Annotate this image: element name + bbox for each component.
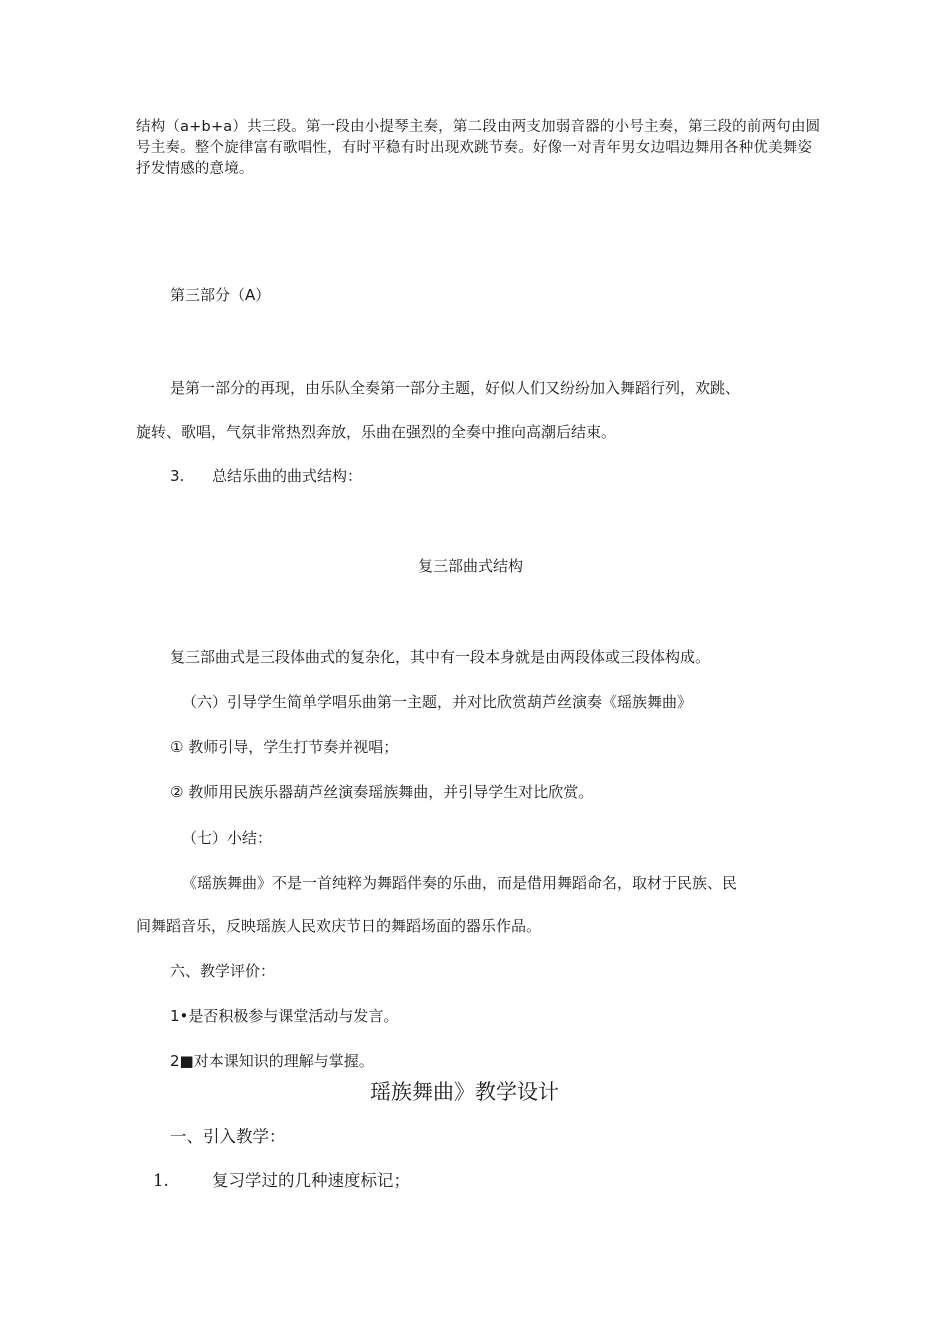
- intro-paragraph: 结构（a+b+a）共三段。第一段由小提琴主奏，第二段由两支加弱音器的小号主奏，第三段的前两句由圆号主奏。整个旋律富有歌唱性，有时平稳有时出现欢跳节奏。好像一对青年男女边唱边舞用各种优美舞姿抒发情感的意境。: [136, 119, 821, 177]
- step-six: （六）引导学生简单学唱乐曲第一主题，并对比欣赏葫芦丝演奏《瑶族舞曲》: [182, 693, 693, 711]
- conclusion-line-1: 《瑶族舞曲》不是一首纯粹为舞蹈伴奏的乐曲，而是借用舞蹈命名，取材于民族、民: [182, 874, 738, 892]
- summary-text: 总结乐曲的曲式结构：: [212, 467, 363, 485]
- item-one-text: 复习学过的几种速度标记；: [212, 1171, 410, 1190]
- part3-heading: 第三部分（A）: [170, 286, 271, 304]
- form-description: 复三部曲式是三段体曲式的复杂化，其中有一段本身就是由两段体或三段体构成。: [170, 648, 711, 666]
- form-title: 复三部曲式结构: [418, 557, 524, 575]
- design-title: 瑶族舞曲》教学设计: [370, 1080, 559, 1104]
- step-six-item-1: ① 教师引导，学生打节奏并视唱；: [170, 738, 399, 756]
- step-seven: （七）小结：: [182, 829, 273, 847]
- item-one-number: 1.: [153, 1171, 169, 1190]
- evaluation-item-1: 1•是否积极参与课堂活动与发言。: [170, 1007, 399, 1025]
- evaluation-item-2: 2■对本课知识的理解与掌握。: [170, 1052, 374, 1070]
- part3-line-2: 旋转、歌唱，气氛非常热烈奔放，乐曲在强烈的全奏中推向高潮后结束。: [136, 423, 617, 441]
- evaluation-heading: 六、教学评价：: [170, 962, 276, 980]
- section-one-heading: 一、引入教学：: [170, 1127, 286, 1146]
- summary-number: 3.: [170, 467, 185, 485]
- part3-line-1: 是第一部分的再现，由乐队全奏第一部分主题，好似人们又纷纷加入舞蹈行列，欢跳、: [170, 379, 741, 397]
- step-six-item-2: ② 教师用民族乐器葫芦丝演奏瑶族舞曲，并引导学生对比欣赏。: [170, 783, 594, 801]
- conclusion-line-2: 间舞蹈音乐，反映瑶族人民欢庆节日的舞蹈场面的器乐作品。: [136, 917, 542, 935]
